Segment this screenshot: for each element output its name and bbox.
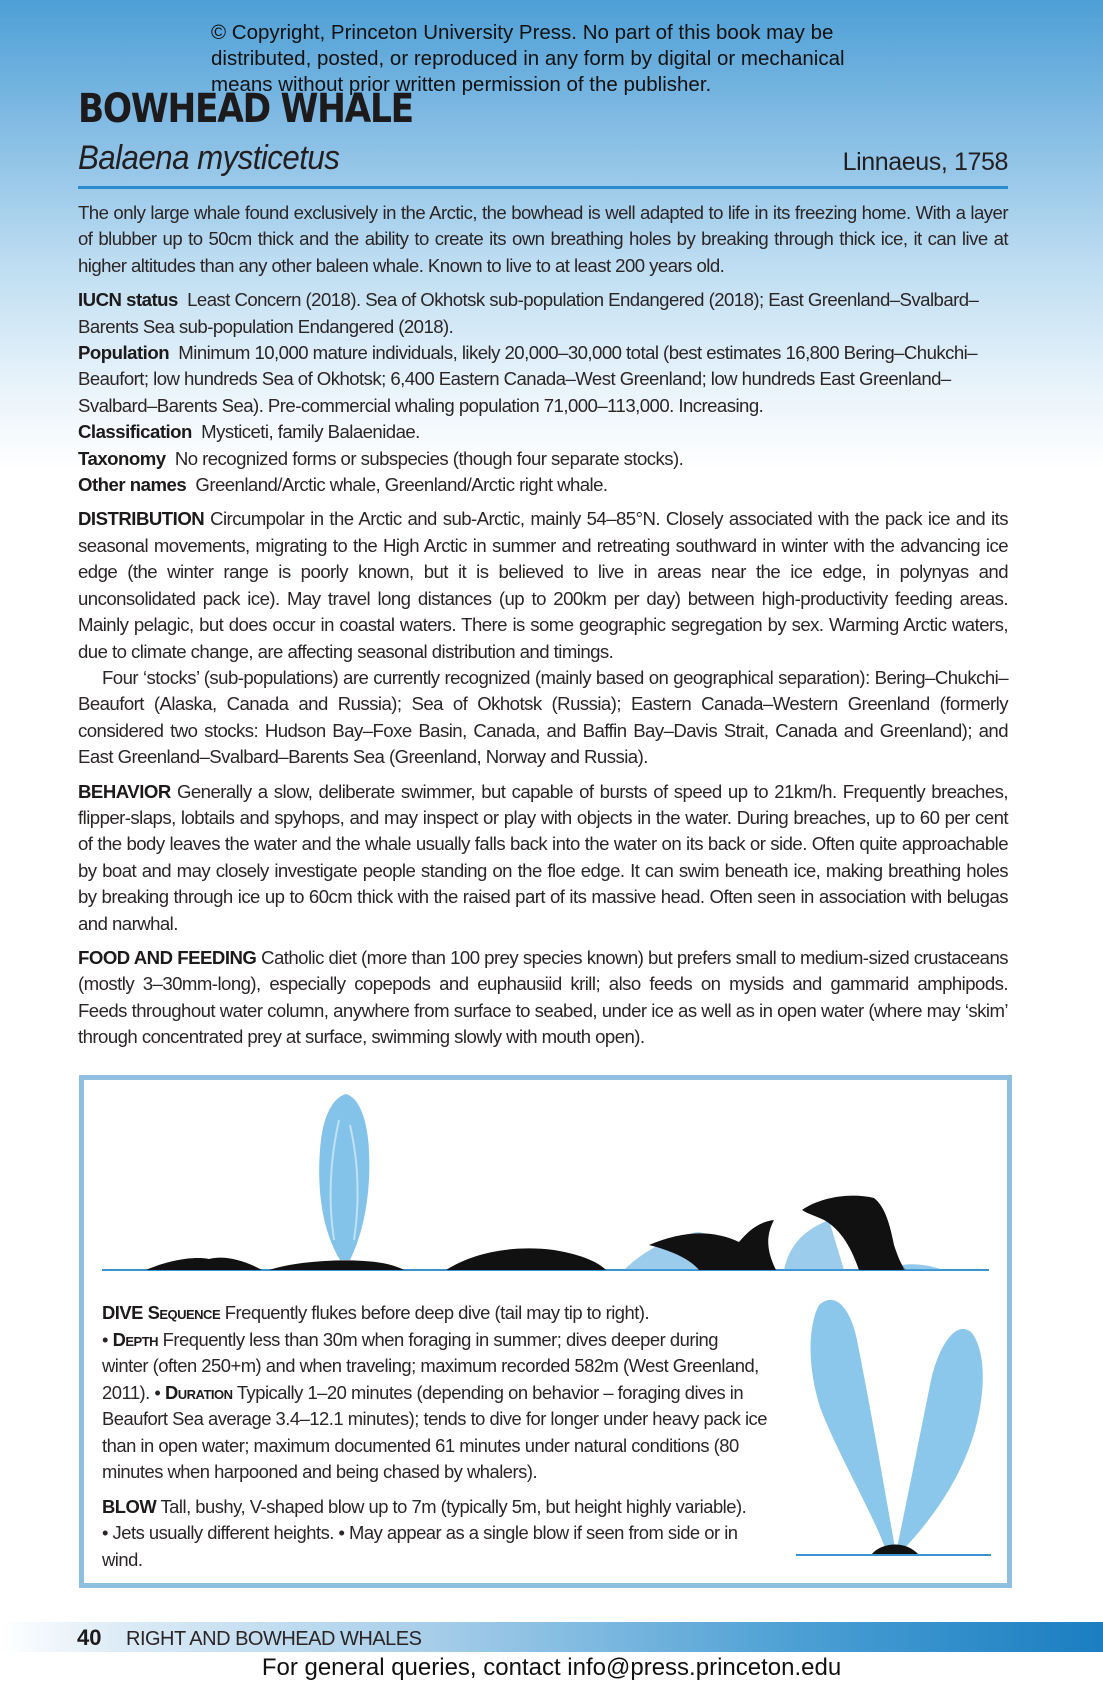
dive-sequence-figure: [79, 1075, 1012, 1588]
copyright-line-3: means without prior written permission of the publisher.: [211, 73, 712, 96]
blow-spray-tall: [319, 1094, 369, 1260]
copyright-line-2: distributed, posted, or reproduced in any form by digital or mechanical: [211, 47, 845, 70]
whale-back-1: [146, 1258, 262, 1270]
fact-value: Greenland/Arctic whale, Greenland/Arctic right whale.: [195, 474, 608, 496]
v-shaped-blow-illustration: [791, 1280, 1001, 1570]
fact-taxonomy: [78, 446, 1008, 472]
fact-value: No recognized forms or subspecies (though four separate stocks).: [174, 447, 684, 469]
blow-text: Tall, bushy, V-shaped blow up to 7m (typically 5m, but height highly variable).: [160, 1495, 747, 1517]
title-divider: [78, 186, 1008, 189]
food-text: Catholic diet (more than 100 prey species known) but prefers small to medium-sized crustaceans (mostly 3–30mm-long), especially copepods and euphausiid krill; also feeds on mysids and gammarid amphipods. Feeds throughout water column, anywhere from surface to seabed, under ice as well as in open water (where may ‘skim’ through concentrated prey at surface, swimming slowly with mouth open).: [78, 946, 1008, 1048]
fact-value: Mysticeti, family Balaenidae.: [201, 421, 420, 443]
section-heading-food: FOOD AND FEEDING: [78, 946, 257, 968]
dive-label: DIVE: [102, 1302, 143, 1323]
distribution-stocks-paragraph: Four ‘stocks’ (sub-populations) are currently recognized (mainly based on geographical separation): Bering–Chukchi–Beaufort (Alaska, Canada and Russia); Sea of Okhotsk (Russia); Eastern Canada–Western Greenland (formerly considered two stocks: Hudson Bay–Foxe Basin, Canada, and Baffin Bay–Davis Strait, Canada and Greenland); and East Greenland–Svalbard–Barents Sea (Greenland, Norway and Russia).: [78, 666, 1008, 768]
contact-line: For general queries, contact info@press.princeton.edu: [261, 1654, 842, 1681]
species-account: [78, 200, 1008, 1059]
fact-value: Least Concern (2018). Sea of Okhotsk sub-population Endangered (2018); East Greenland–Svalbard–Barents Sea sub-population Endangered (2018).: [78, 289, 979, 337]
copyright-line-1: © Copyright, Princeton University Press. No part of this book may be: [211, 21, 834, 44]
key-facts: [78, 287, 1008, 498]
section-heading-distribution: DISTRIBUTION: [78, 508, 205, 530]
dive-sequence-illustration: [84, 1080, 1007, 1290]
whale-back-2: [269, 1260, 404, 1270]
bullet: •: [154, 1381, 161, 1403]
blow-notes: [102, 1494, 767, 1574]
fact-label: IUCN status: [78, 289, 178, 311]
fact-value: Minimum 10,000 mature individuals, likely 20,000–30,000 total (best estimates 16,800 Bering–Chukchi–Beaufort; low hundreds Sea of Okhotsk; 6,400 Eastern Canada–West Greenland; low hundreds East Greenland–Svalbard–Barents Sea). Pre-commercial whaling population 71,000–113,000. Increasing.: [78, 342, 978, 416]
bullet: •: [102, 1328, 108, 1350]
distribution-paragraph: [78, 506, 1008, 664]
fact-label: Other names: [78, 474, 187, 496]
depth-label: Depth: [112, 1328, 159, 1350]
running-head: RIGHT AND BOWHEAD WHALES: [126, 1628, 422, 1650]
duration-text: Typically 1–20 minutes (depending on behavior – foraging dives in Beaufort Sea average 3.4–12.1 minutes); tends to dive for longer under heavy pack ice than in open water; maximum documented 61 minutes under natural conditions (80 minutes when harpooned and being chased by whalers).: [102, 1381, 767, 1482]
fact-population: [78, 340, 1008, 419]
fact-label: Population: [78, 342, 170, 364]
intro-paragraph: The only large whale found exclusively in the Arctic, the bowhead is well adapted to life in its freezing home. With a layer of blubber up to 50cm thick and the ability to create its own breathing holes by breaking through thick ice, it can live at higher altitudes than any other baleen whale. Known to live to at least 200 years old.: [78, 202, 1008, 276]
food-paragraph: [78, 945, 1008, 1051]
fact-other-names: [78, 472, 1008, 498]
fact-classification: [78, 419, 1008, 445]
whale-fluking-2: [784, 1196, 944, 1270]
fact-iucn: [78, 287, 1008, 340]
fact-label: Taxonomy: [78, 447, 166, 469]
blow-jet-right: [897, 1329, 983, 1550]
species-scientific-name: Balaena mysticetus: [78, 139, 340, 177]
distribution-text: Circumpolar in the Arctic and sub-Arctic, mainly 54–85°N. Closely associated with the pack ice and its seasonal movements, migrating to the High Arctic in summer and retreating southward in winter with the advancing ice edge (the winter range is poorly known, but it is believed to live in areas near the ice edge, in polynyas and unconsolidated pack ice). May travel long distances (up to 200km per day) between high-productivity feeding areas. Mainly pelagic, but does occur in coastal waters. There is some geographic segregation by sex. Warming Arctic waters, due to climate change, are affecting seasonal distribution and timings.: [78, 508, 1008, 662]
whale-fluking-1: [624, 1220, 776, 1270]
dive-sequence-text: Frequently flukes before deep dive (tail may tip to right).: [224, 1302, 650, 1323]
section-heading-behavior: BEHAVIOR: [78, 780, 171, 802]
fact-label: Classification: [78, 421, 192, 443]
blow-bullets: • Jets usually different heights. • May appear as a single blow if seen from side or in wind.: [102, 1522, 738, 1570]
dive-notes: [102, 1300, 767, 1486]
blow-label: BLOW: [102, 1495, 157, 1517]
species-common-name: BOWHEAD WHALE: [78, 86, 413, 132]
depth-text: Frequently less than 30m when foraging in summer; dives deeper during winter (often 250+m) and when traveling; maximum recorded 582m (West Greenland, 2011).: [102, 1328, 759, 1403]
behavior-paragraph: [78, 779, 1008, 937]
sequence-label: Sequence: [147, 1302, 221, 1323]
blow-jet-left: [811, 1300, 895, 1550]
dive-and-blow-notes: [102, 1300, 767, 1581]
dive-sequence-label: [102, 1302, 220, 1323]
whale-head-blowhole: [871, 1544, 919, 1555]
duration-label: Duration: [164, 1381, 233, 1403]
behavior-text: Generally a slow, deliberate swimmer, but capable of bursts of speed up to 21km/h. Frequently breaches, flipper-slaps, lobtails and spyhops, and may inspect or play with objects in the water. During breaches, up to 60 per cent of the body leaves the water and the whale usually falls back into the water on its back or side. Often quite approachable by boat and may closely investigate people standing on the floe edge. It can swim beneath ice, making breathing holes by breaking through ice up to 60cm thick with the raised part of its massive head. Often seen in association with belugas and narwhal.: [78, 780, 1008, 934]
whale-back-3: [446, 1248, 606, 1270]
species-authority: Linnaeus, 1758: [842, 148, 1008, 176]
page-number: 40: [77, 1625, 102, 1650]
